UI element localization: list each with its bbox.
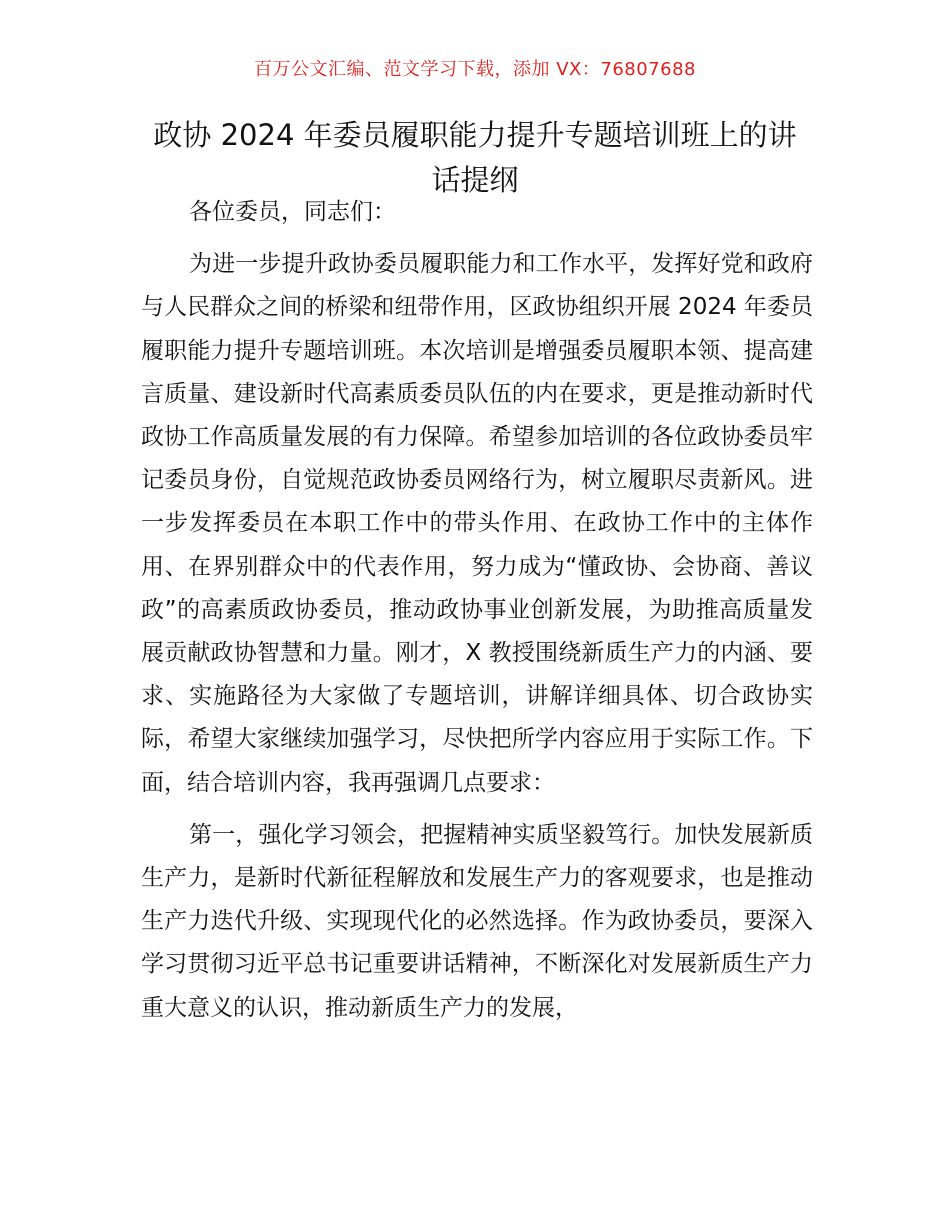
document-title: 政协 2024 年委员履职能力提升专题培训班上的讲话提纲 xyxy=(153,118,797,197)
salutation-paragraph: 各位委员，同志们： xyxy=(189,199,396,225)
intro-paragraph: 为进一步提升政协委员履职能力和工作水平，发挥好党和政府与人民群众之间的桥梁和纽带作用，区政协组织开展 2024 年委员履职能力提升专题培训班。本次培训是增强委员履职本领、提高建言质量、建设新时代高素质委员队伍的内在要求，更是推动新时代政协工作高质量发展的有力保障。希望参加培训的各位政协委员牢记委员身份，自觉规范政协委员网络行为，树立履职尽责新风。进一步发挥委员在本职工作中的带头作用、在政协工作中的主体作用、在界别群众中的代表作用，努力成为“懂政协、会协商、善议政”的高素质政协委员，推动政协事业创新发展，为助推高质量发展贡献政协智慧和力量。刚才，X 教授围绕新质生产力的内涵、要求、实施路径为大家做了专题培训，讲解详细具体、切合政协实际，希望大家继续加强学习，尽快把所学内容应用于实际工作。下面，结合培训内容，我再强调几点要求： xyxy=(141,251,813,796)
header-watermark-note: 百万公文汇编、范文学习下载，添加 VX：76807688 xyxy=(254,59,696,80)
document-body xyxy=(141,191,813,1039)
first-point-paragraph: 第一，强化学习领会，把握精神实质坚毅笃行。加快发展新质生产力，是新时代新征程解放和发展生产力的客观要求，也是推动生产力迭代升级、实现现代化的必然选择。作为政协委员，要深入学习贯彻习近平总书记重要讲话精神，不断深化对发展新质生产力重大意义的认识，推动新质生产力的发展， xyxy=(141,821,813,1021)
